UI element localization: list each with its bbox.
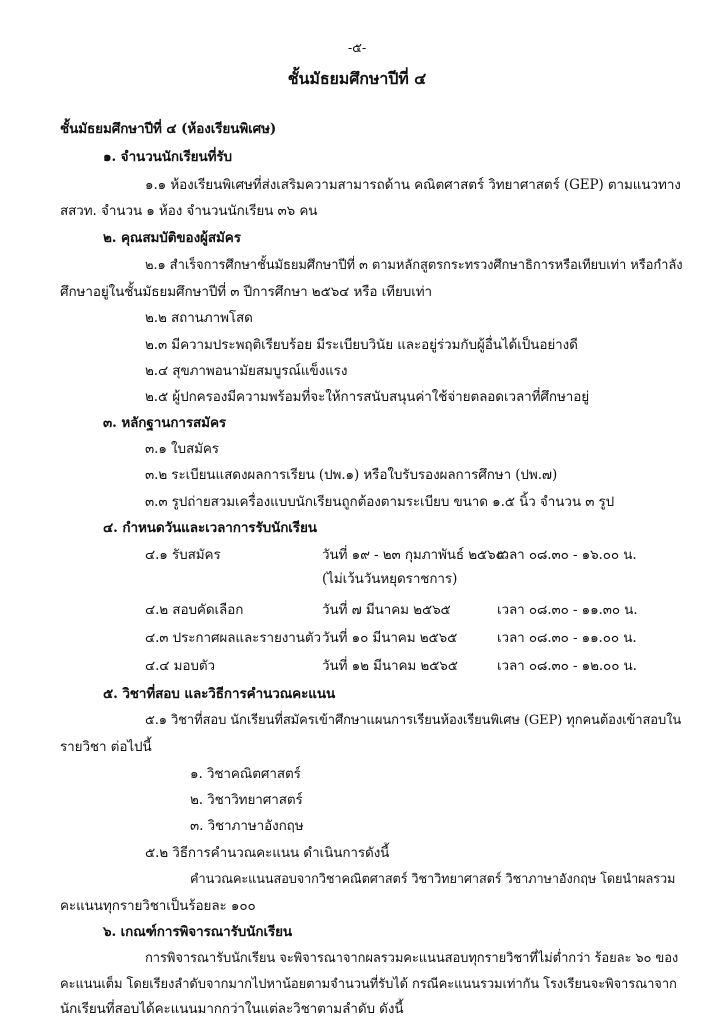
schedule-date: วันที่ ๑๐ มีนาคม ๒๕๖๕: [322, 630, 458, 646]
schedule-item: ๔.๓ ประกาศผลและรายงานตัว: [145, 630, 322, 646]
subject-item: ๑. วิชาคณิตศาสตร์: [190, 766, 301, 782]
section-4-heading: ๔. กำหนดวันและเวลาการรับนักเรียน: [103, 520, 317, 536]
paragraph: ศึกษาอยู่ในชั้นมัธยมศึกษาปีที่ ๓ ปีการศึกษา ๒๕๖๔ หรือ เทียบเท่า: [60, 284, 433, 300]
paragraph: คะแนนเต็ม โดยเรียงลำดับจากมากไปหาน้อยตามจำนวนที่รับได้ กรณีคะแนนรวมเท่ากัน โรงเรียนจะพิจารณาจาก: [60, 977, 677, 992]
schedule-date: วันที่ ๑๒ มีนาคม ๒๕๖๕: [322, 658, 458, 674]
schedule-item: ๔.๔ มอบตัว: [145, 658, 216, 674]
section-5-heading: ๕. วิชาที่สอบ และวิธีการคำนวณคะแนน: [103, 686, 336, 702]
list-item: ๓.๑ ใบสมัคร: [145, 441, 219, 457]
subject-item: ๓. วิชาภาษาอังกฤษ: [190, 818, 304, 834]
schedule-time: เวลา ๐๘.๓๐ - ๑๑.๓๐ น.: [497, 602, 638, 618]
page-title: ชั้นมัธยมศึกษาปีที่ ๔: [287, 69, 427, 88]
subject-item: ๒. วิชาวิทยาศาสตร์: [190, 792, 303, 808]
list-item: ๓.๓ รูปถ่ายสวมเครื่องแบบนักเรียนถูกต้องตามระเบียบ ขนาด ๑.๕ นิ้ว จำนวน ๓ รูป: [145, 494, 615, 510]
schedule-date: วันที่ ๑๙ - ๒๓ กุมภาพันธ์ ๒๕๖๕: [322, 547, 506, 563]
section-3-heading: ๓. หลักฐานการสมัคร: [103, 415, 227, 431]
schedule-item: ๔.๑ รับสมัคร: [145, 547, 221, 563]
list-item: ๒.๒ สถานภาพโสด: [145, 310, 253, 326]
schedule-time: เวลา ๐๘.๓๐ - ๑๑.๐๐ น.: [497, 630, 637, 646]
paragraph: นักเรียนที่สอบได้คะแนนมากกว่าในแต่ละวิชาตามลำดับ ดังนี้: [60, 1001, 404, 1017]
list-item: ๓.๒ ระเบียนแสดงผลการเรียน (ปพ.๑) หรือใบรับรองผลการศึกษา (ปพ.๗): [145, 467, 558, 483]
section-subtitle: ชั้นมัธยมศึกษาปีที่ ๔ (ห้องเรียนพิเศษ): [60, 121, 277, 137]
paragraph: คะแนนทุกรายวิชาเป็นร้อยละ ๑๐๐: [60, 898, 256, 914]
schedule-note: (ไม่เว้นวันหยุดราชการ): [322, 571, 458, 587]
paragraph: สสวท. จำนวน ๑ ห้อง จำนวนนักเรียน ๓๖ คน: [60, 203, 318, 219]
list-item: ๕.๒ วิธีการคำนวณคะแนน ดำเนินการดังนี้: [145, 845, 390, 861]
page-number: -๕-: [347, 41, 367, 56]
list-item: ๒.๓ มีความประพฤติเรียบร้อย มีระเบียบวินัย และอยู่ร่วมกับผู้อื่นได้เป็นอย่างดี: [145, 337, 578, 353]
section-2-heading: ๒. คุณสมบัติของผู้สมัคร: [103, 230, 241, 246]
paragraph: การพิจารณารับนักเรียน จะพิจารณาจากผลรวมคะแนนสอบทุกรายวิชาที่ไม่ต่ำกว่า ร้อยละ ๖๐ ของ: [145, 951, 679, 966]
schedule-time: เวลา ๐๘.๓๐ - ๑๖.๐๐ น.: [497, 547, 637, 563]
schedule-date: วันที่ ๗ มีนาคม ๒๕๖๕: [322, 602, 451, 618]
schedule-time: เวลา ๐๘.๓๐ - ๑๒.๐๐ น.: [497, 658, 637, 674]
list-item: ๒.๕ ผู้ปกครองมีความพร้อมที่จะให้การสนับสนุนค่าใช้จ่ายตลอดเวลาที่ศึกษาอยู่: [145, 389, 590, 405]
schedule-item: ๔.๒ สอบคัดเลือก: [145, 602, 244, 618]
section-1-heading: ๑. จำนวนนักเรียนที่รับ: [103, 149, 233, 165]
list-item: ๒.๔ สุขภาพอนามัยสมบูรณ์แข็งแรง: [145, 363, 348, 379]
paragraph: ๕.๑ วิชาที่สอบ นักเรียนที่สมัครเข้าศึกษาแผนการเรียนห้องเรียนพิเศษ (GEP) ทุกคนต้องเข้าสอบใน: [145, 713, 682, 728]
section-6-heading: ๖. เกณฑ์การพิจารณารับนักเรียน: [103, 924, 293, 940]
paragraph: คำนวณคะแนนสอบจากวิชาคณิตศาสตร์ วิชาวิทยาศาสตร์ วิชาภาษาอังกฤษ โดยนำผลรวม: [190, 872, 676, 887]
paragraph: ๒.๑ สำเร็จการศึกษาชั้นมัธยมศึกษาปีที่ ๓ ตามหลักสูตรกระทรวงศึกษาธิการหรือเทียบเท่า หรือกำลัง: [145, 258, 683, 273]
paragraph: ๑.๑ ห้องเรียนพิเศษที่ส่งเสริมความสามารถด้าน คณิตศาสตร์ วิทยาศาสตร์ (GEP) ตามแนวทาง: [145, 177, 681, 193]
paragraph: รายวิชา ต่อไปนี้: [60, 739, 152, 755]
